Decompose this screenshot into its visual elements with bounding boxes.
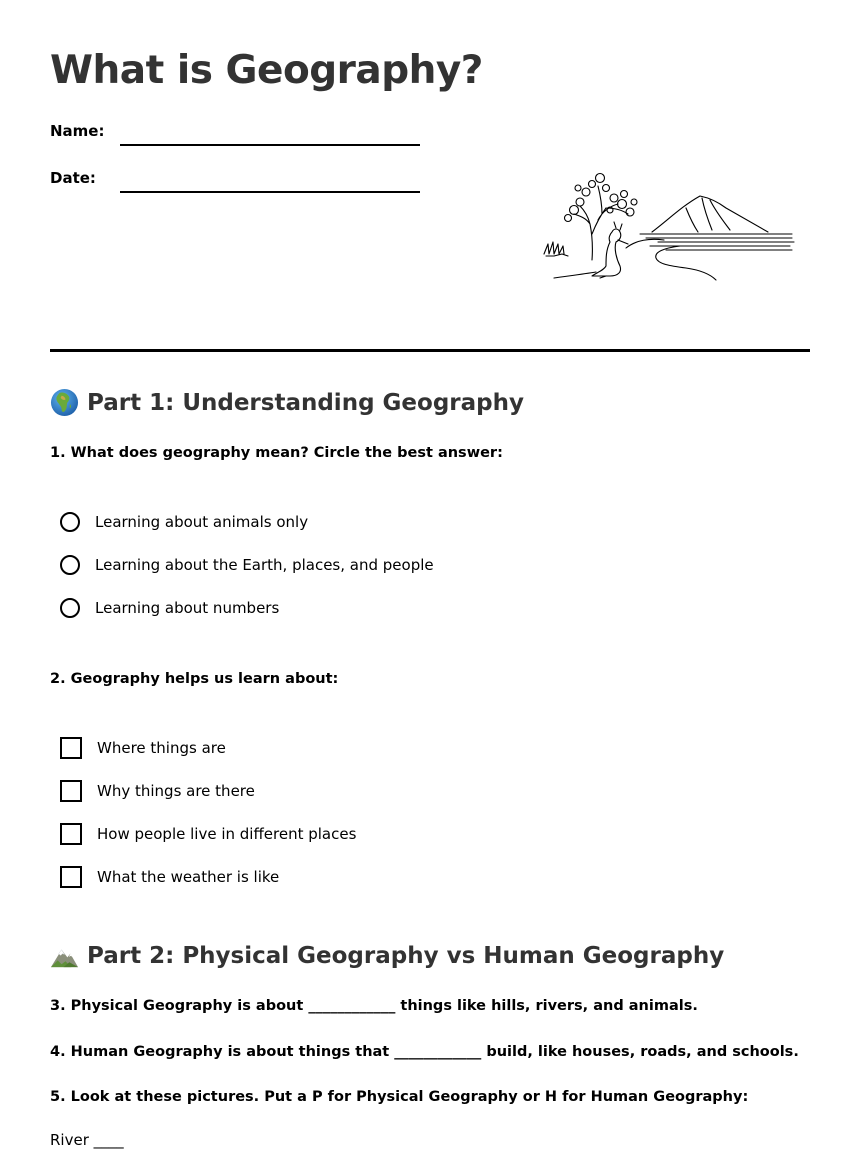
question-2: 2. Geography helps us learn about:: [50, 671, 339, 687]
picture-item-river[interactable]: River ____: [50, 1131, 124, 1149]
option-label: What the weather is like: [97, 868, 280, 886]
landscape-illustration: [540, 168, 796, 286]
option-label: Learning about the Earth, places, and people: [95, 556, 434, 574]
question-5: 5. Look at these pictures. Put a P for Physical Geography or H for Human Geography:: [50, 1089, 749, 1105]
checkbox[interactable]: [60, 823, 82, 845]
grass-tuft: [544, 242, 568, 256]
date-label: Date:: [50, 169, 96, 187]
option-label: Learning about animals only: [95, 513, 309, 531]
mountain: [652, 196, 768, 232]
q2-option-3[interactable]: [60, 821, 356, 847]
globe-africa-icon: [50, 388, 79, 417]
tree-trunk: [574, 186, 628, 260]
option-label: Where things are: [97, 739, 226, 757]
page-title: What is Geography?: [50, 48, 483, 93]
snow-capped-mountain-icon: [50, 941, 79, 970]
name-label: Name:: [50, 122, 105, 140]
option-label: Learning about numbers: [95, 599, 280, 617]
question-3: 3. Physical Geography is about ____________ things like hills, rivers, and animals.: [50, 998, 698, 1014]
question-1: 1. What does geography mean? Circle the best answer:: [50, 445, 503, 461]
section-divider: [50, 349, 810, 352]
q2-option-1[interactable]: [60, 735, 226, 761]
checkbox[interactable]: [60, 866, 82, 888]
part1-heading-text: Part 1: Understanding Geography: [87, 389, 524, 416]
part1-heading: [50, 388, 524, 417]
circle-answer-marker[interactable]: [60, 555, 80, 575]
date-field-row: [50, 169, 430, 197]
checkbox[interactable]: [60, 780, 82, 802]
small-hill: [626, 239, 664, 248]
question-4: 4. Human Geography is about things that ____________ build, like houses, roads, and schools.: [50, 1044, 799, 1060]
part2-heading: [50, 941, 724, 970]
q1-option-3[interactable]: [60, 595, 279, 621]
q2-option-2[interactable]: [60, 778, 255, 804]
circle-answer-marker[interactable]: [60, 512, 80, 532]
q1-option-2[interactable]: [60, 552, 434, 578]
q1-option-1[interactable]: [60, 509, 308, 535]
name-field-row: [50, 122, 430, 150]
sea-waves: [640, 234, 794, 250]
q2-option-4[interactable]: [60, 864, 279, 890]
name-blank-line[interactable]: [120, 144, 420, 146]
shoreline: [656, 246, 716, 280]
checkbox[interactable]: [60, 737, 82, 759]
option-label: How people live in different places: [97, 825, 357, 843]
date-blank-line[interactable]: [120, 191, 420, 193]
part2-heading-text: Part 2: Physical Geography vs Human Geography: [87, 942, 725, 969]
circle-answer-marker[interactable]: [60, 598, 80, 618]
option-label: Why things are there: [97, 782, 255, 800]
